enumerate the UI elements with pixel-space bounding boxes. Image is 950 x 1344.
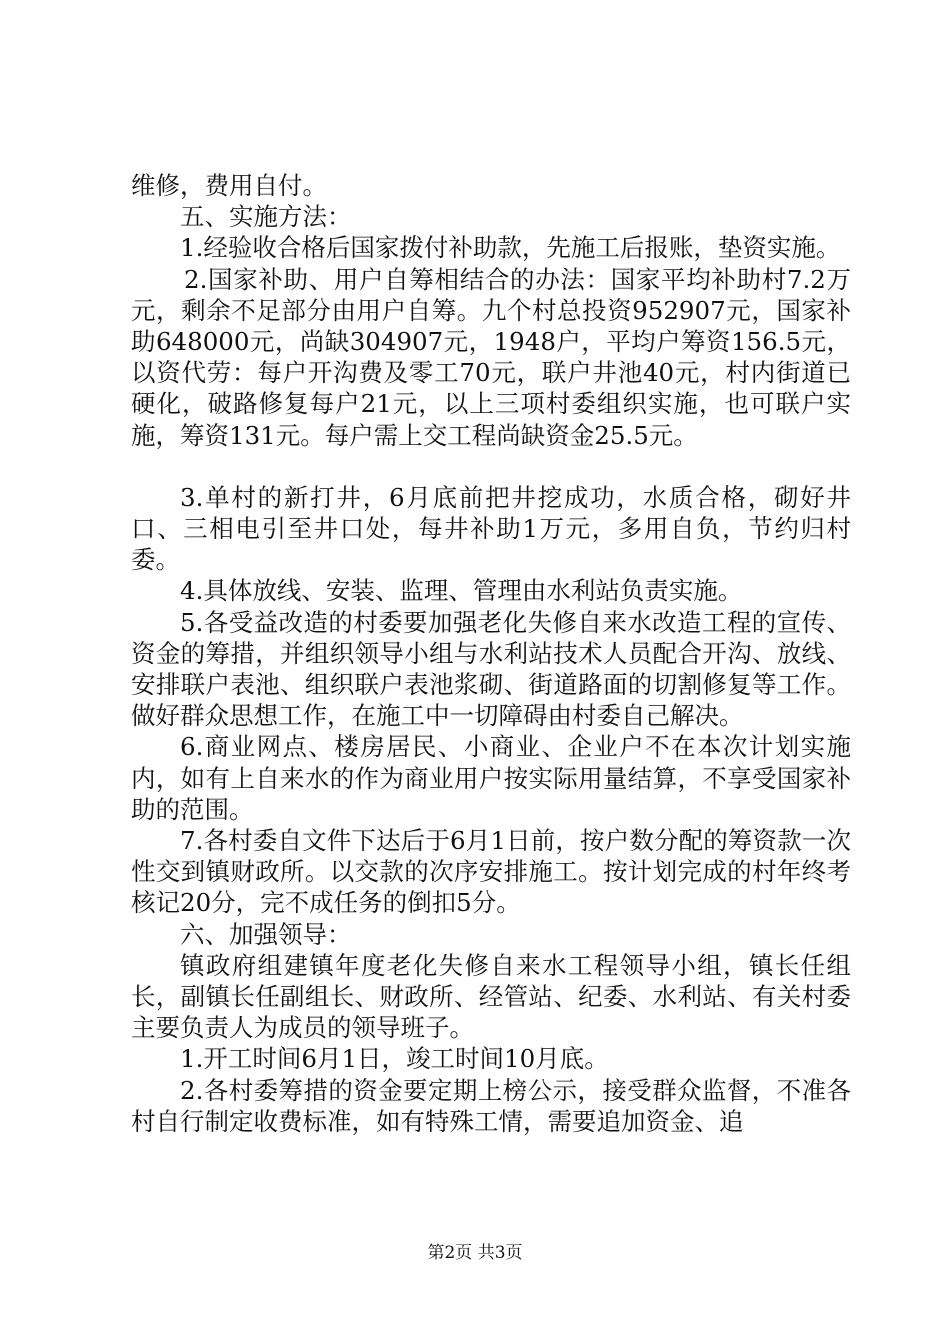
paragraph-item-5: 5.各受益改造的村委要加强老化失修自来水改造工程的宣传、资金的筹措，并组织领导小组与水利站技术人员配合开沟、放线、安排联户表池、组织联户表池浆砌、街道路面的切割修复等工作。做好群众思想工作，在施工中一切障碍由村委自己解决。 [131,607,851,731]
paragraph-leadership-item-1: 1.开工时间6月1日，竣工时间10月底。 [180,1044,609,1074]
section-heading-implementation-methods: 五、实施方法： [180,202,352,232]
paragraph-leadership-group: 镇政府组建镇年度老化失修自来水工程领导小组，镇长任组长，副镇长任副组长、财政所、经管站、纪委、水利站、有关村委主要负责人为成员的领导班子。 [131,950,851,1043]
paragraph-item-2: 2.国家补助、用户自筹相结合的办法：国家平均补助村7.2万元，剩余不足部分由用户自筹。九个村总投资952907元，国家补助648000元，尚缺304907元，1948户，平均户筹资156.5元，以资代劳：每户开沟费及零工70元，联户井池40元，村内街道已硬化，破路修复每户21元，以上三项村委组织实施，也可联户实施，筹资131元。每户需上交工程尚缺资金25.5元。 [131,264,851,450]
section-heading-strengthen-leadership: 六、加强领导： [180,919,352,949]
paragraph-item-4: 4.具体放线、安装、监理、管理由水利站负责实施。 [180,576,743,606]
page-number-footer: 第2页 共3页 [427,1243,523,1263]
paragraph-item-3: 3.单村的新打井，6月底前把井挖成功，水质合格，砌好井口、三相电引至井口处，每井补助1万元，多用自负，节约归村委。 [131,482,851,575]
paragraph-item-1: 1.经验收合格后国家拨付补助款，先施工后报账，垫资实施。 [180,233,841,263]
paragraph-item-6: 6.商业网点、楼房居民、小商业、企业户不在本次计划实施内，如有上自来水的作为商业用户按实际用量结算，不享受国家补助的范围。 [131,732,851,824]
document-body [131,170,851,1137]
paragraph-leadership-item-2: 2.各村委筹措的资金要定期上榜公示，接受群众监督，不准各村自行制定收费标准，如有特殊工情，需要追加资金、追 [131,1075,851,1136]
paragraph-item-7: 7.各村委自文件下达后于6月1日前，按户数分配的筹资款一次性交到镇财政所。以交款的次序安排施工。按计划完成的村年终考核记20分，完不成任务的倒扣5分。 [131,826,851,918]
paragraph-continuation: 维修，费用自付。 [131,171,327,200]
